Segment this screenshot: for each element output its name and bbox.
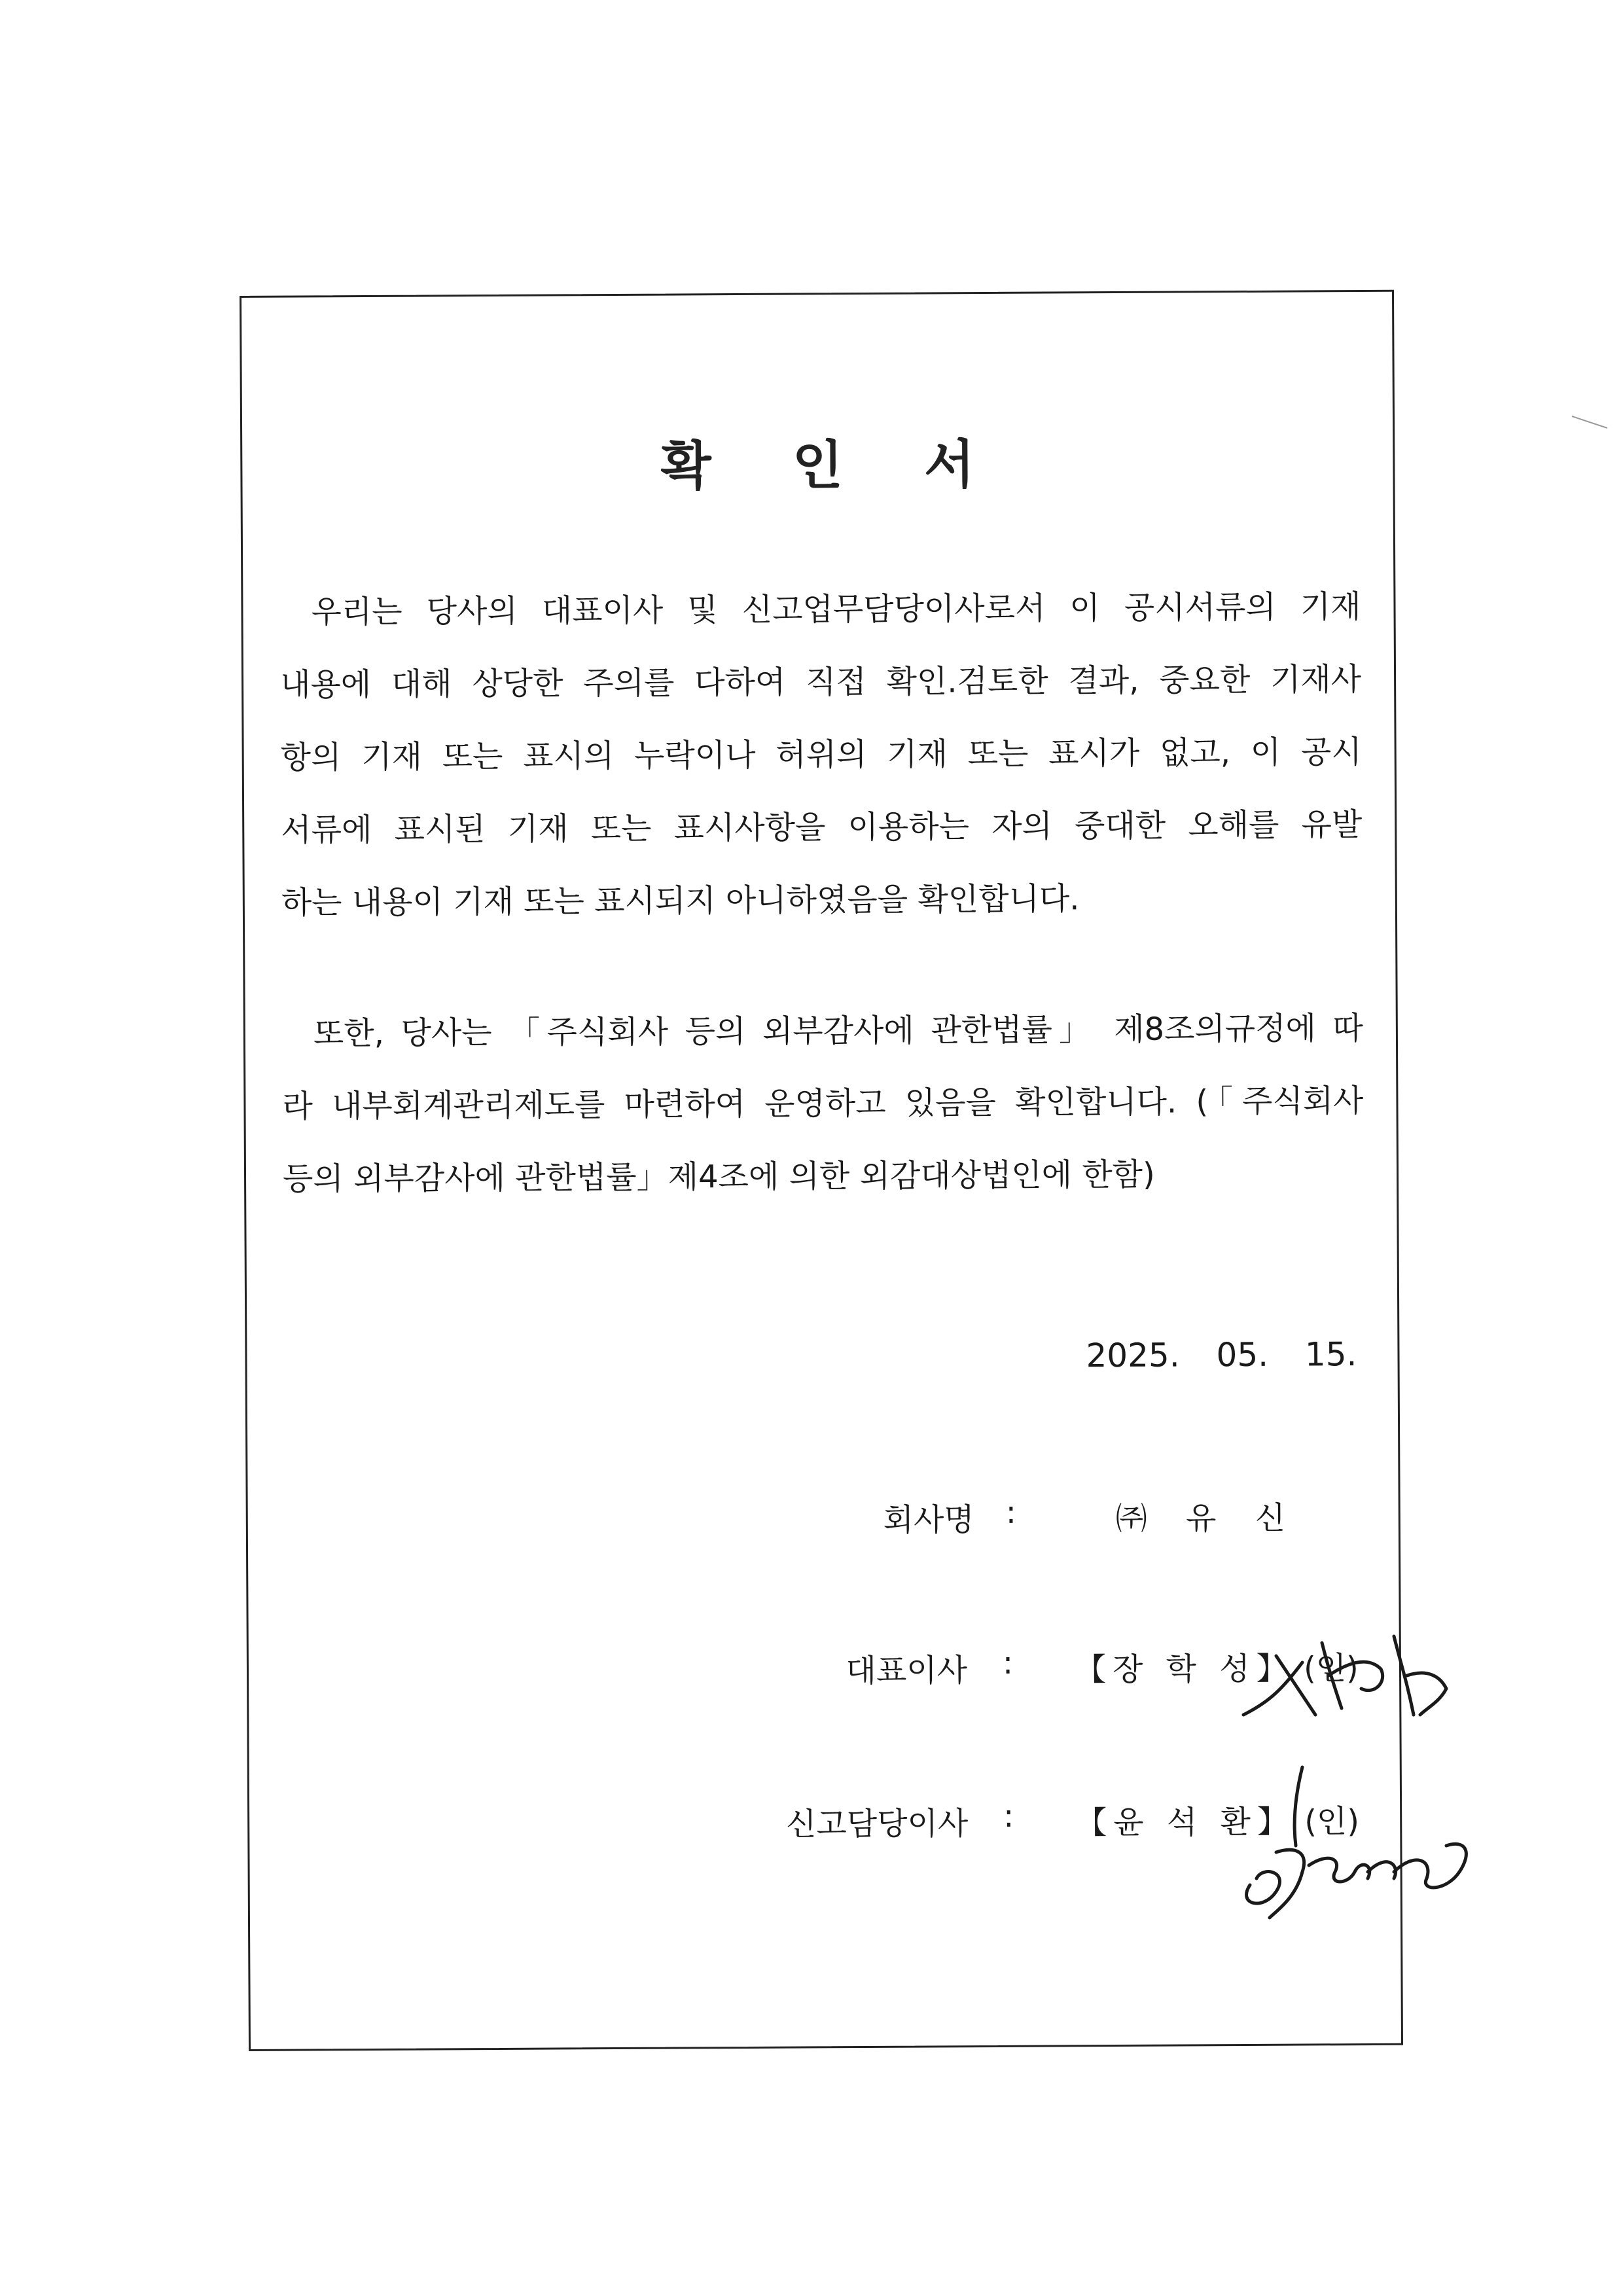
- paragraph-line: 하는 내용이 기재 또는 표시되지 아니하였음을 확인합니다.: [281, 880, 1080, 922]
- ceo-colon: :: [1002, 1644, 1014, 1681]
- reporting-officer-seal-mark: (인): [1304, 1803, 1360, 1840]
- company-label: 회사명: [883, 1501, 974, 1539]
- ceo-name: 【장 학 성】: [1074, 1650, 1294, 1689]
- title-char-1: 확: [660, 435, 711, 497]
- paragraph-line: 등의 외부감사에 관한법률」제4조에 의한 외감대상법인에 한함): [282, 1156, 1155, 1198]
- paragraph-line: 서류에 표시된 기재 또는 표시사항을 이용하는 자의 중대한 오해를 유발: [281, 806, 1363, 849]
- ceo-seal-mark: (인): [1303, 1650, 1359, 1687]
- company-colon: :: [1005, 1494, 1017, 1531]
- reporting-officer-colon: :: [1003, 1797, 1014, 1835]
- ceo-label: 대표이사: [846, 1652, 968, 1690]
- company-name: ㈜ 유 신: [1115, 1499, 1300, 1538]
- confirmation-paragraph: [279, 571, 1363, 940]
- paragraph-line: 항의 기재 또는 표시의 누락이나 허위의 기재 또는 표시가 없고, 이 공시: [280, 734, 1362, 776]
- ceo-signature: [1230, 1617, 1466, 1748]
- paragraph-line: 라 내부회계관리제도를 마련하여 운영하고 있음을 확인합니다. (「주식회사: [282, 1083, 1364, 1125]
- document-title: [242, 420, 1393, 501]
- scan-mark: [1571, 412, 1610, 432]
- paragraph-line: 우리는 당사의 대표이사 및 신고업무담당이사로서 이 공시서류의 기재: [311, 588, 1361, 631]
- paragraph-line: 또한, 당사는 「주식회사 등의 외부감사에 관한법률」 제8조의규정에 따: [313, 1010, 1364, 1052]
- reporting-officer-label: 신고담당이사: [785, 1805, 969, 1843]
- internal-control-paragraph: [282, 992, 1364, 1216]
- reporting-officer-signature: [1224, 1754, 1486, 1924]
- title-char-3: 서: [923, 434, 975, 495]
- document-date: 2025. 05. 15.: [1086, 1335, 1357, 1375]
- paragraph-line: 내용에 대해 상당한 주의를 다하여 직접 확인.검토한 결과, 중요한 기재사: [279, 661, 1362, 704]
- reporting-officer-name: 【윤 석 환】: [1075, 1803, 1296, 1842]
- title-char-2: 인: [792, 435, 844, 496]
